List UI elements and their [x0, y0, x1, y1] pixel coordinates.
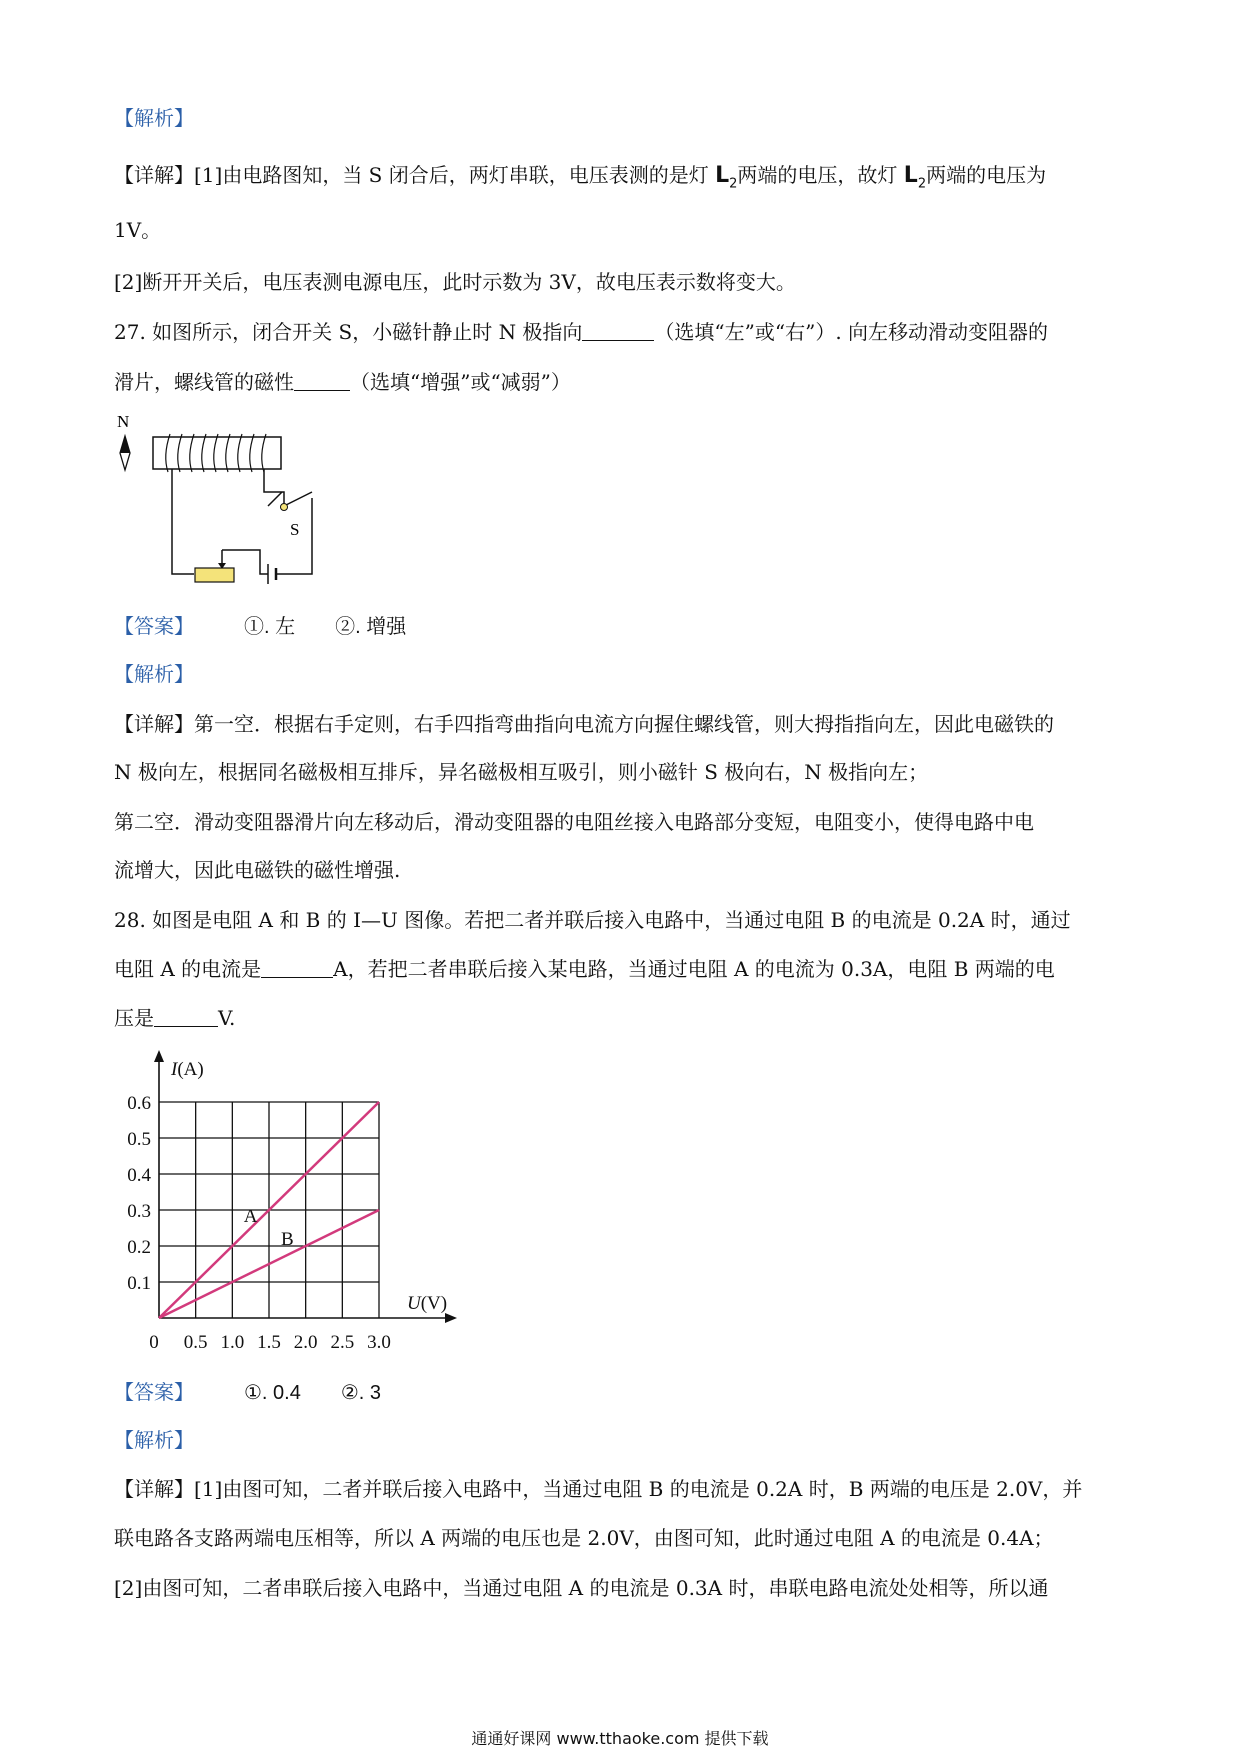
answer-blank — [582, 320, 654, 341]
q27-analysis-tag: 【解析】 — [114, 662, 194, 686]
q26-detail-line-3: [2]断开开关后，电压表测电源电压，此时示数为 3V，故电压表示数将变大。 — [114, 270, 796, 294]
q26-detail-line-2: 1V。 — [114, 218, 162, 242]
q27-detail-tag: 【详解】 — [114, 712, 194, 736]
q28-answer-tag: 【答案】 — [114, 1380, 194, 1404]
q27-question-line-1: 27. 如图所示，闭合开关 S，小磁针静止时 N 极指向 （选填“左”或“右”）. 向左移动滑动变阻器的 — [114, 320, 1049, 344]
q27-detail-line-4: 流增大，因此电磁铁的磁性增强. — [114, 858, 401, 882]
q28-answer-1: ①. 0.4 — [244, 1382, 301, 1404]
q27-answer-tag: 【答案】 — [114, 614, 194, 638]
q28-detail-tag: 【详解】 — [114, 1477, 194, 1501]
q28-answer — [114, 1380, 381, 1405]
q28-question-line-3: 压是 V. — [114, 1006, 236, 1030]
series-label-B: B — [280, 1229, 294, 1250]
x-tick-label: 0.5 — [183, 1332, 208, 1353]
y-tick-label: 0.4 — [127, 1165, 151, 1186]
origin-label: 0 — [149, 1332, 159, 1353]
q28-question-line-2: 电阻 A 的电流是 A，若把二者串联后接入某电路，当通过电阻 A 的电流为 0.3A，电阻 B 两端的电 — [114, 957, 1055, 981]
q27-detail-line-3: 第二空．滑动变阻器滑片向左移动后，滑动变阻器的电阻丝接入电路部分变短，电阻变小，使得电路中电 — [114, 810, 1034, 834]
rheostat-icon — [195, 568, 234, 582]
switch-s-label: S — [290, 520, 300, 539]
x-tick-label: 3.0 — [367, 1332, 391, 1353]
q28-detail-line-3: [2]由图可知，二者串联后接入电路中，当通过电阻 A 的电流是 0.3A 时，串联电路电流处处相等，所以通 — [114, 1576, 1049, 1600]
switch-lever-icon — [284, 492, 312, 506]
switch-contact-icon — [281, 504, 288, 511]
x-tick-label: 2.5 — [330, 1332, 355, 1353]
x-tick-label: 1.0 — [220, 1332, 245, 1353]
q26-analysis-tag: 【解析】 — [114, 106, 194, 130]
q27-detail-line-2: N 极向左，根据同名磁极相互排斥，异名磁极相互吸引，则小磁针 S 极向右，N 极指向左； — [114, 760, 929, 784]
y-axis-label: I(A) — [171, 1059, 204, 1080]
x-tick-label: 1.5 — [257, 1332, 281, 1353]
lamp-symbol: $L_2$ — [715, 163, 738, 192]
q27-question-line-2: 滑片，螺线管的磁性 （选填“增强”或“减弱”） — [114, 370, 571, 394]
q26-detail-tag: 【详解】 — [114, 163, 194, 187]
solenoid-circuit-diagram — [110, 410, 350, 600]
y-axis-arrow-icon — [154, 1050, 164, 1062]
q27-detail-line-1: 【详解】第一空．根据右手定则，右手四指弯曲指向电流方向握住螺线管，则大拇指指向左，因此电磁铁的 — [114, 712, 1054, 736]
series-label-A: A — [243, 1206, 258, 1227]
q28-question-line-1: 28. 如图是电阻 A 和 B 的 I—U 图像。若把二者并联后接入电路中，当通过电阻 B 的电流是 0.2A 时，通过 — [114, 908, 1071, 932]
iu-graph — [100, 1040, 480, 1353]
q27-answer-2: ②. 增强 — [335, 616, 407, 638]
q28-answer-2: ②. 3 — [340, 1382, 382, 1404]
x-axis-label: U(V) — [407, 1293, 448, 1314]
y-tick-label: 0.5 — [127, 1129, 151, 1150]
y-tick-label: 0.3 — [127, 1201, 151, 1222]
lamp-symbol: $L_2$ — [903, 163, 927, 192]
compass-n-label: N — [117, 412, 130, 431]
q28-detail-line-2: 联电路各支路两端电压相等，所以 A 两端的电压也是 2.0V，由图可知，此时通过电阻 A 的电流是 0.4A； — [114, 1526, 1054, 1550]
footer-source: 通通好课网 www.tthaoke.com 提供下载 — [471, 1729, 769, 1748]
solenoid-coil — [166, 434, 266, 472]
q28-detail-line-1: 【详解】[1]由图可知，二者并联后接入电路中，当通过电阻 B 的电流是 0.2A 时，B 两端的电压是 2.0V，并 — [114, 1477, 1083, 1501]
q28-analysis-tag: 【解析】 — [114, 1428, 194, 1452]
answer-blank — [154, 1006, 218, 1027]
y-tick-label: 0.1 — [127, 1273, 151, 1294]
answer-blank — [261, 957, 333, 978]
q27-answer-1: ①. 左 — [244, 616, 296, 638]
y-tick-label: 0.6 — [127, 1093, 151, 1114]
x-axis-arrow-icon — [445, 1313, 457, 1323]
answer-blank — [294, 370, 350, 391]
q26-detail-line-1: 【详解】[1]由电路图知，当 S 闭合后，两灯串联，电压表测的是灯 $L_2$两端的电压，故灯 $L_2$两端的电压为 — [114, 163, 1047, 192]
compass-north-half — [120, 436, 130, 453]
q27-answer — [114, 614, 406, 639]
x-tick-label: 2.0 — [293, 1332, 318, 1353]
y-tick-label: 0.2 — [127, 1237, 151, 1258]
